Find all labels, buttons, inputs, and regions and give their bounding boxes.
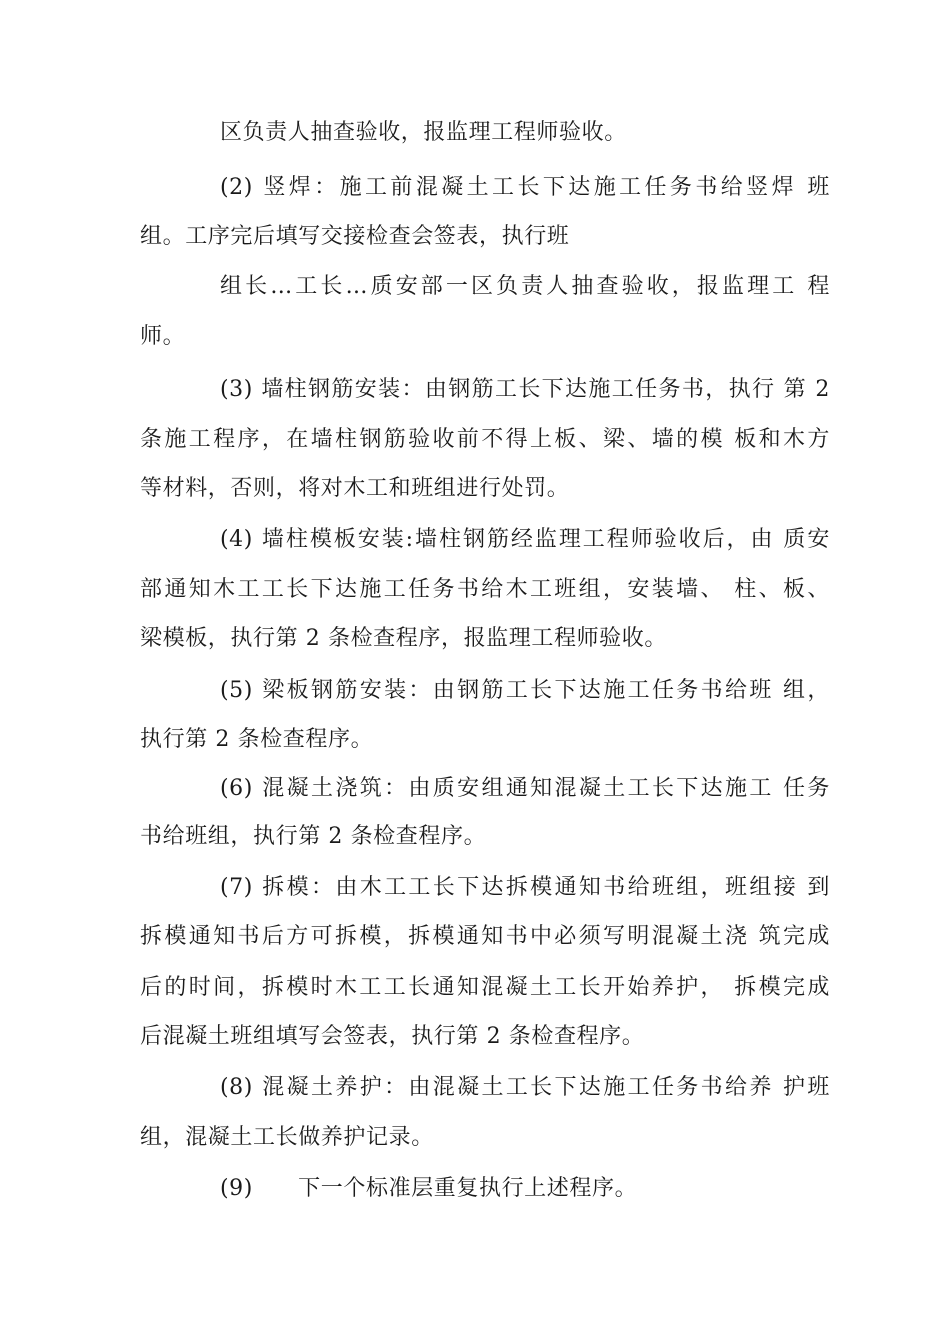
text-line: (7) 拆模：由木工工长下达拆模通知书给班组，班组接 到 bbox=[220, 875, 830, 900]
text-line: 执行第 2 条检查程序。 bbox=[140, 727, 374, 752]
text-line: (4) 墙柱模板安装:墙柱钢筋经监理工程师验收后，由 质安 bbox=[220, 527, 830, 552]
text-line: 书给班组，执行第 2 条检查程序。 bbox=[140, 824, 487, 849]
text-line: 等材料，否则，将对木工和班组进行处罚。 bbox=[140, 476, 570, 501]
text-line: 拆模通知书后方可拆模，拆模通知书中必须写明混凝土浇 筑完成 bbox=[140, 924, 830, 949]
text-line: 组。工序完后填写交接检查会签表，执行班 bbox=[140, 224, 570, 249]
text-line: (5) 梁板钢筋安装：由钢筋工长下达施工任务书给班 组， bbox=[220, 678, 830, 703]
text-line: 后的时间，拆模时木工工长通知混凝土工长开始养护， 拆模完成 bbox=[140, 975, 830, 1000]
text-line: 组，混凝土工长做养护记录。 bbox=[140, 1125, 434, 1150]
text-line: 梁模板，执行第 2 条检查程序，报监理工程师验收。 bbox=[140, 626, 667, 651]
text-line: 组长…工长…质安部一区负责人抽查验收，报监理工 程 bbox=[220, 274, 830, 299]
text-line: (8) 混凝土养护：由混凝土工长下达施工任务书给养 护班 bbox=[220, 1075, 830, 1100]
text-line: 部通知木工工长下达施工任务书给木工班组，安装墙、 柱、板、 bbox=[140, 577, 830, 602]
text-line: (3) 墙柱钢筋安装：由钢筋工长下达施工任务书，执行 第 2 bbox=[220, 377, 830, 402]
text-line: 后混凝土班组填写会签表，执行第 2 条检查程序。 bbox=[140, 1024, 645, 1049]
text-line: (2) 竖焊：施工前混凝土工长下达施工任务书给竖焊 班 bbox=[220, 175, 830, 200]
text-line: (6) 混凝土浇筑：由质安组通知混凝土工长下达施工 任务 bbox=[220, 776, 830, 801]
text-line: 区负责人抽查验收，报监理工程师验收。 bbox=[220, 120, 627, 145]
text-line: 师。 bbox=[140, 324, 186, 349]
text-line: (9) 下一个标准层重复执行上述程序。 bbox=[220, 1176, 638, 1201]
text-line: 条施工程序，在墙柱钢筋验收前不得上板、梁、墙的模 板和木方 bbox=[140, 427, 830, 452]
